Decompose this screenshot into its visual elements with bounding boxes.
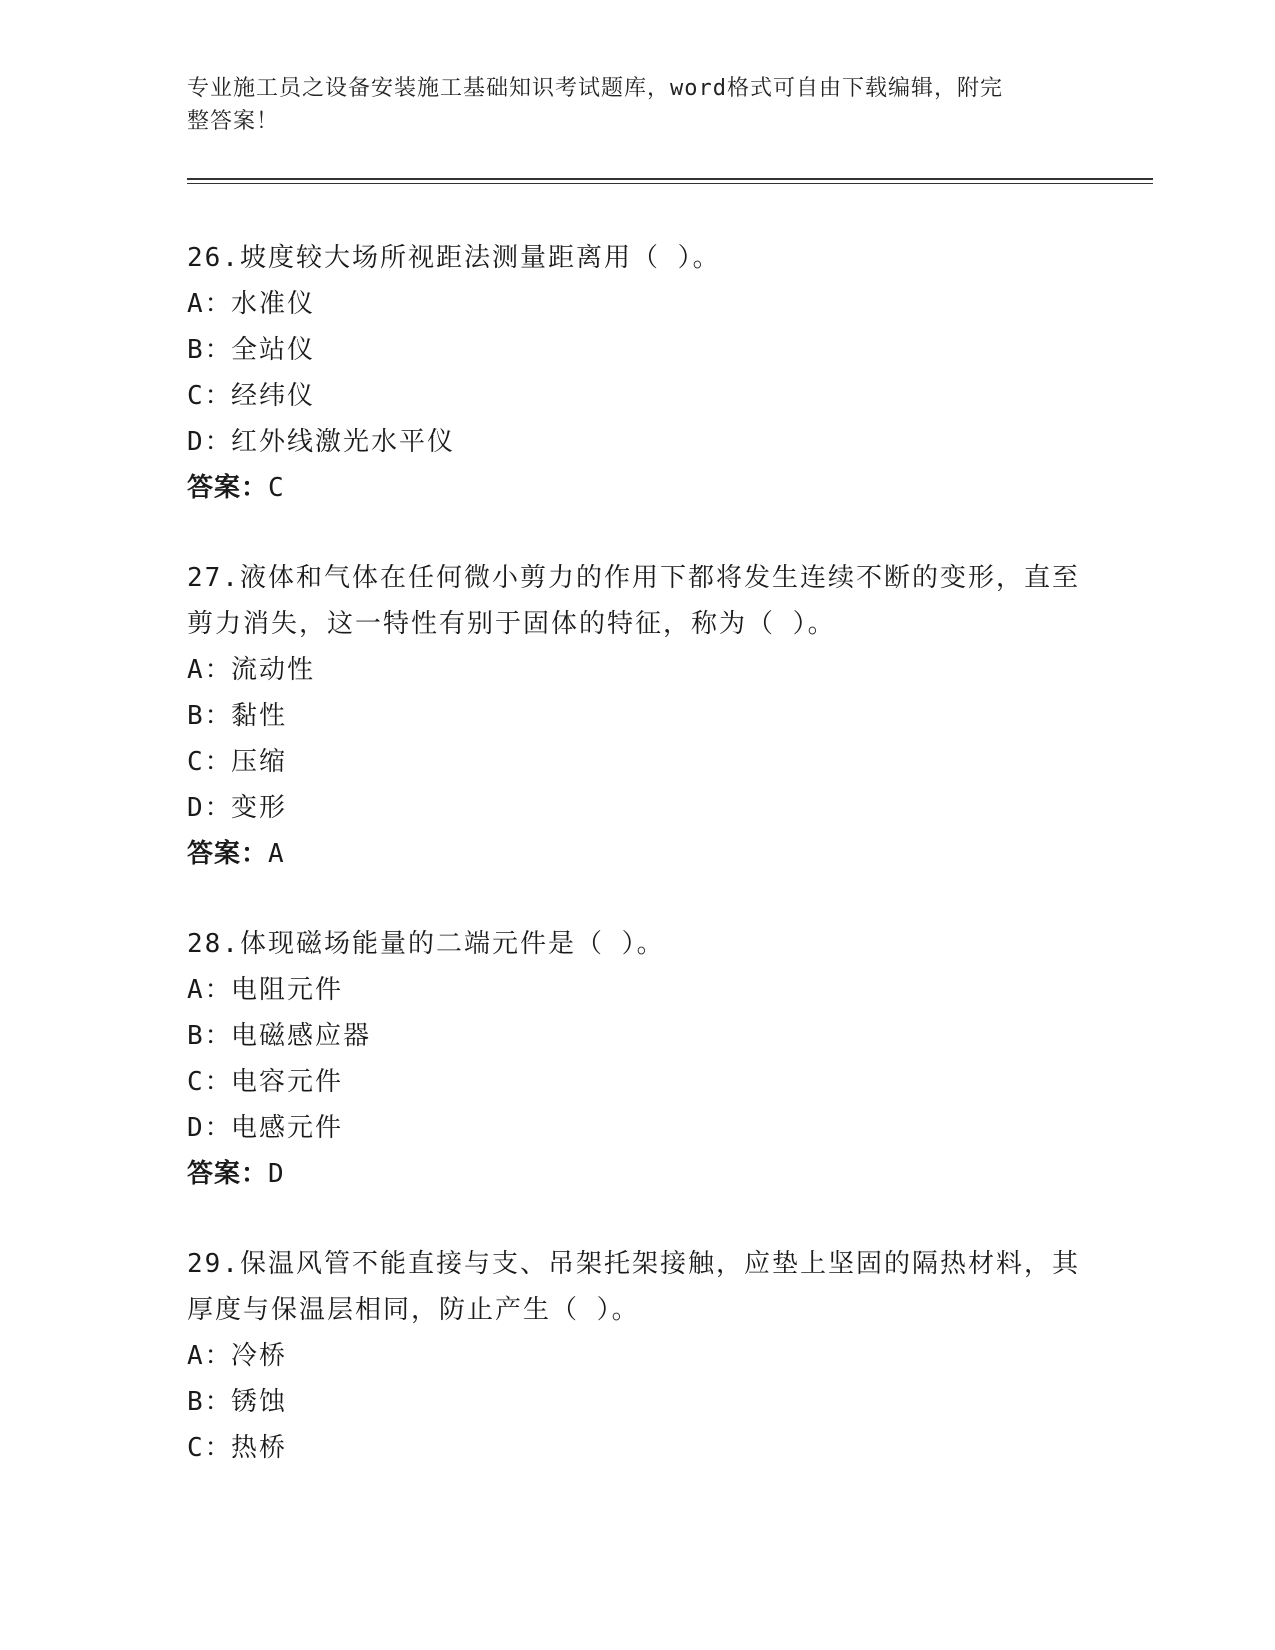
- option-letter: C：: [187, 1067, 233, 1097]
- option-letter: B：: [187, 335, 233, 365]
- document-header: [187, 72, 1067, 138]
- answer-value: A: [268, 839, 284, 869]
- option-text: 锈蚀: [231, 1387, 288, 1417]
- option-b: [187, 327, 1087, 373]
- option-letter: D：: [187, 1113, 233, 1143]
- option-d: [187, 785, 1087, 831]
- option-c: [187, 1059, 1087, 1105]
- option-letter: A：: [187, 1341, 233, 1371]
- question-28: [187, 921, 1087, 1197]
- option-letter: A：: [187, 289, 233, 319]
- answer-line: [187, 1151, 1087, 1197]
- question-29: [187, 1241, 1087, 1471]
- option-text: 压缩: [231, 747, 288, 777]
- question-26: [187, 235, 1087, 511]
- header-line-2: 整答案！: [187, 109, 280, 134]
- option-a: [187, 647, 1087, 693]
- option-text: 流动性: [231, 655, 316, 685]
- header-line-1: 专业施工员之设备安装施工基础知识考试题库，word格式可自由下载编辑，附完: [187, 76, 1003, 101]
- option-letter: D：: [187, 427, 233, 457]
- answer-label: 答案：: [187, 473, 269, 503]
- option-letter: A：: [187, 655, 233, 685]
- option-text: 全站仪: [231, 335, 316, 365]
- option-letter: B：: [187, 701, 233, 731]
- answer-line: [187, 465, 1087, 511]
- option-text: 水准仪: [231, 289, 316, 319]
- option-d: [187, 419, 1087, 465]
- option-letter: B：: [187, 1387, 233, 1417]
- question-stem: 26.坡度较大场所视距法测量距离用（ ）。: [187, 243, 721, 273]
- question-27: [187, 555, 1087, 877]
- option-letter: D：: [187, 793, 233, 823]
- option-b: [187, 1379, 1087, 1425]
- header-divider-thick: [187, 178, 1153, 180]
- option-letter: C：: [187, 747, 233, 777]
- option-letter: B：: [187, 1021, 233, 1051]
- answer-value: D: [268, 1159, 284, 1189]
- answer-label: 答案：: [187, 1159, 269, 1189]
- question-stem: 28.体现磁场能量的二端元件是（ ）。: [187, 929, 665, 959]
- answer-label: 答案：: [187, 839, 269, 869]
- option-a: [187, 1333, 1087, 1379]
- option-text: 红外线激光水平仪: [231, 427, 456, 457]
- option-c: [187, 739, 1087, 785]
- option-d: [187, 1105, 1087, 1151]
- option-text: 电感元件: [231, 1113, 344, 1143]
- question-list: [187, 235, 1087, 1515]
- option-text: 冷桥: [231, 1341, 288, 1371]
- answer-line: [187, 831, 1087, 877]
- option-text: 电磁感应器: [231, 1021, 372, 1051]
- option-c: [187, 373, 1087, 419]
- option-text: 电容元件: [231, 1067, 344, 1097]
- option-text: 变形: [231, 793, 288, 823]
- header-divider-thin: [187, 183, 1153, 184]
- question-stem: 27.液体和气体在任何微小剪力的作用下都将发生连续不断的变形，直至剪力消失，这一特性有别于固体的特征，称为（ ）。: [187, 563, 1080, 639]
- option-text: 经纬仪: [231, 381, 316, 411]
- answer-value: C: [268, 473, 284, 503]
- option-b: [187, 693, 1087, 739]
- option-text: 电阻元件: [231, 975, 344, 1005]
- option-text: 黏性: [231, 701, 288, 731]
- option-c: [187, 1425, 1087, 1471]
- option-letter: C：: [187, 1433, 233, 1463]
- option-text: 热桥: [231, 1433, 288, 1463]
- option-letter: A：: [187, 975, 233, 1005]
- option-letter: C：: [187, 381, 233, 411]
- question-stem: 29.保温风管不能直接与支、吊架托架接触，应垫上坚固的隔热材料，其厚度与保温层相同，防止产生（ ）。: [187, 1249, 1080, 1325]
- option-a: [187, 967, 1087, 1013]
- option-a: [187, 281, 1087, 327]
- option-b: [187, 1013, 1087, 1059]
